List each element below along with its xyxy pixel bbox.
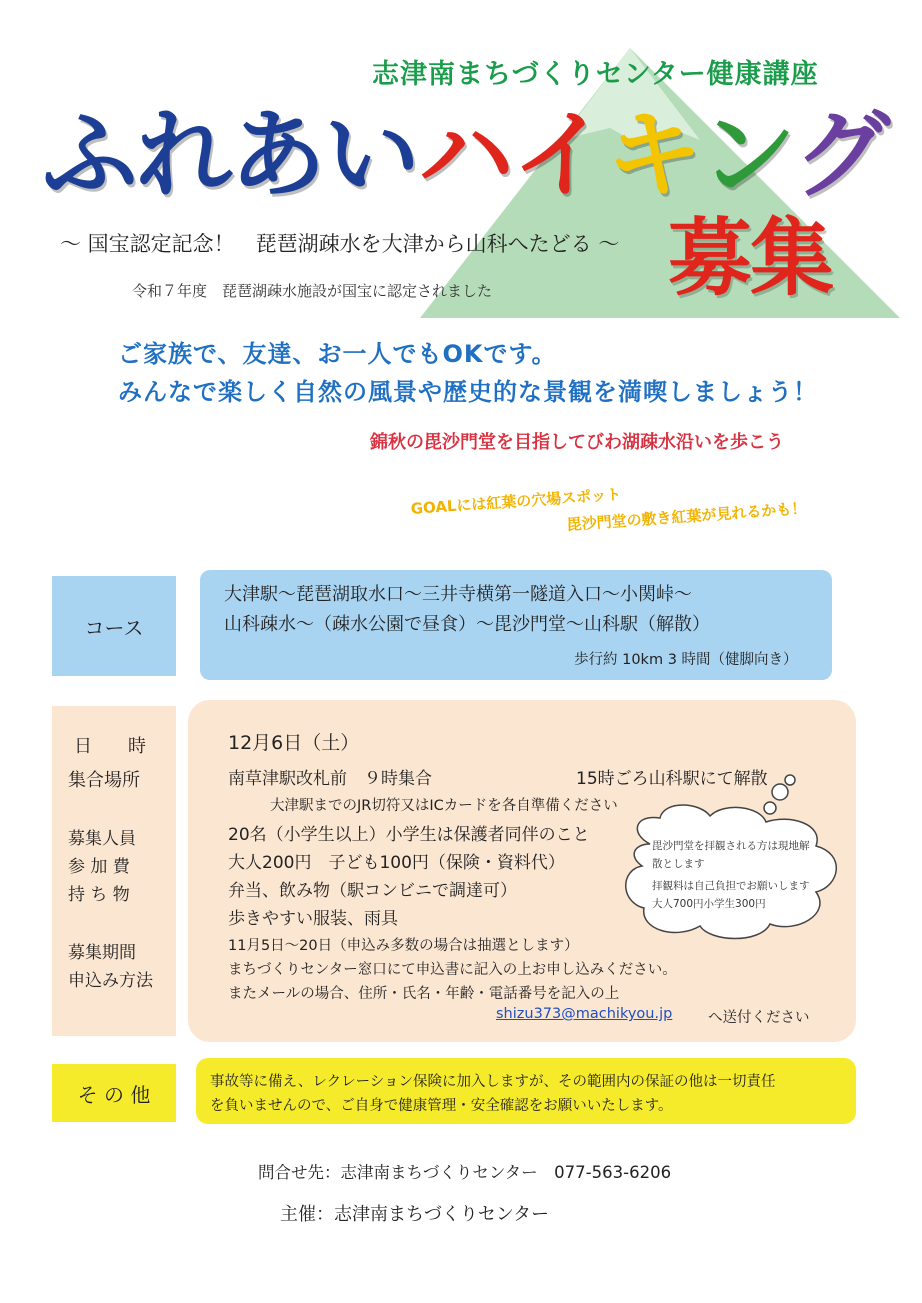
main-title-ha: ハ <box>418 99 512 211</box>
course-route-line-2: 山科疎水～（疎水公園で昼食）～毘沙門堂～山科駅（解散） <box>224 614 710 635</box>
meeting-place-value: 南草津駅改札前 ９時集合 <box>228 769 432 789</box>
period-label: 募集期間 <box>68 943 136 963</box>
catchphrase-line-2: みんなで楽しく自然の風景や歴史的な景観を満喫しましょう！ <box>118 378 818 406</box>
items-value-1: 弁当、飲み物（駅コンビニで調達可） <box>228 881 517 901</box>
dismissal-time: 15時ごろ山科駅にて解散 <box>576 769 768 789</box>
other-label: そ の 他 <box>77 1082 151 1107</box>
national-treasure-note: 令和７年度 琵琶湖疎水施設が国宝に認定されました <box>132 282 493 300</box>
items-label: 持 ち 物 <box>68 885 130 905</box>
series-title: 志津南まちづくりセンター健康講座 <box>372 59 819 90</box>
main-title-i: イ <box>512 99 606 211</box>
cloud-text-4: 大人700円小学生300円 <box>652 898 766 910</box>
capacity-label: 募集人員 <box>68 829 136 849</box>
date-label: 日 時 <box>74 736 146 757</box>
email-link[interactable]: shizu373@machikyou.jp <box>496 1006 673 1022</box>
course-walk-info: 歩行約 10km 3 時間（健脚向き） <box>574 652 798 668</box>
items-value-2: 歩きやすい服装、雨具 <box>228 909 398 929</box>
catchphrase-line-1: ご家族で、友達、お一人でもOKです。 <box>118 340 557 368</box>
apply-method-label: 申込み方法 <box>68 971 153 991</box>
goal-note-2: 毘沙門堂の敷き紅葉が見れるかも！ <box>566 499 807 534</box>
meeting-place-label: 集合場所 <box>68 770 140 791</box>
fee-label: 参 加 費 <box>68 857 130 877</box>
date-value: 12月6日（土） <box>228 732 360 754</box>
email-suffix: へ送付ください <box>708 1010 810 1026</box>
main-title-ki: キ <box>606 99 700 211</box>
course-label-box <box>52 576 176 676</box>
course-panel <box>200 570 832 680</box>
other-label-box <box>52 1064 176 1122</box>
apply-method-value-2: またメールの場合、住所・氏名・年齢・電話番号を記入の上 <box>228 986 620 1002</box>
goal-note-1: GOALには紅葉の穴場スポット <box>410 485 622 518</box>
fee-value: 大人200円 子ども100円（保険・資料代） <box>228 853 565 873</box>
cloud-text-1: 毘沙門堂を拝観される方は現地解 <box>652 840 810 852</box>
recruitment-heading: 募集 <box>668 209 833 307</box>
apply-method-value-1: まちづくりセンター窓口にて申込書に記入の上お申し込みください。 <box>228 962 677 978</box>
disclaimer-line-2: を負いませんので、ご自身で健康管理・安全確認をお願いいたします。 <box>210 1098 673 1114</box>
course-route-line-1: 大津駅～琵琶湖取水口～三井寺横第一隧道入口～小関峠～ <box>224 584 692 605</box>
main-title <box>42 100 888 210</box>
info-label-box <box>52 706 176 1036</box>
main-title-fureai: ふれあい <box>42 99 418 211</box>
other-panel <box>196 1058 856 1124</box>
period-value: 11月5日～20日（申込み多数の場合は抽選とします） <box>228 938 579 954</box>
organizer: 主催：志津南まちづくりセンター <box>280 1204 550 1225</box>
contact-info: 問合せ先：志津南まちづくりセンター 077-563-6206 <box>258 1163 672 1182</box>
subtitle: ～ 国宝認定記念！ 琵琶湖疎水を大津から山科へたどる ～ <box>60 232 620 256</box>
disclaimer-line-1: 事故等に備え、レクレーション保険に加入しますが、その範囲内の保証の他は一切責任 <box>210 1074 776 1090</box>
cloud-text-2: 散とします <box>652 858 705 870</box>
cloud-text-3: 拝観料は自己負担でお願いします <box>652 880 810 892</box>
capacity-value: 20名（小学生以上）小学生は保護者同伴のこと <box>228 825 590 845</box>
course-label: コース <box>84 615 144 640</box>
main-title-gu: グ <box>794 99 888 211</box>
main-title-n: ン <box>700 99 794 211</box>
ticket-note: 大津駅までのJR切符又はICカードを各自準備ください <box>270 798 618 814</box>
autumn-tagline: 錦秋の毘沙門堂を目指してびわ湖疎水沿いを歩こう <box>370 432 784 453</box>
